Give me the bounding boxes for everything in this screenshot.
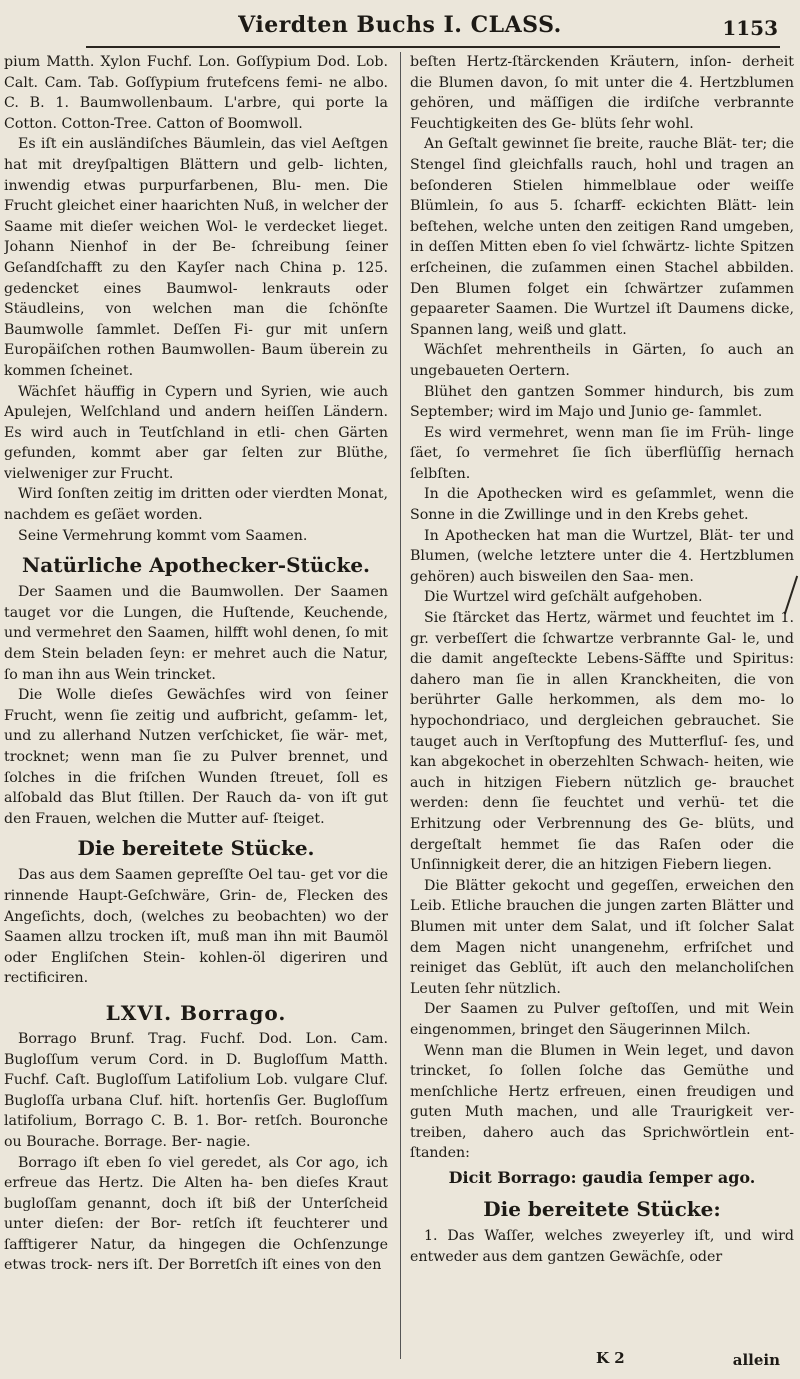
- paragraph: Es wird vermehret, wenn man ſie im Früh- linge ſäet, ſo vermehret ſie ſich überflüſſig hernach ſelbſten.: [410, 424, 794, 482]
- paragraph: pium Matth. Xylon Fuchf. Lon. Goſſypium Dod. Lob. Calt. Cam. Tab. Goſſypium frutefcens femi- ne albo. C. B. 1. Baumwollenbaum. L'arbre, qui porte la Cotton. Cotton-Tree. Catton of Boomwoll.: [4, 54, 388, 132]
- section-heading: Natürliche Apothecker-Stücke.: [21, 553, 371, 578]
- paragraph: Wenn man die Blumen in Wein leget, und davon trincket, ſo ſollen ſolche das Gemüthe und menſchliche Hertz erfreuen, einen freudigen und guten Muth machen, und alle Traurigkeit ver- treiben, dahero auch das Sprichwörtlein ent- ſtanden:: [410, 1042, 794, 1162]
- paragraph: Borrago iſt eben ſo viel geredet, als Cor ago, ich erfreue das Hertz. Die Alten ha- ben dieſes Kraut bugloſſam genannt, doch iſt biß der Unterſcheid unter dieſen: der Bor- retſch iſt feuchterer und ſafftigerer Natur, da hingegen die Ochſenzunge etwas trock- ners iſt. Der Borretſch iſt eines von den: [4, 1154, 388, 1274]
- page-number: 1153: [722, 16, 778, 40]
- page-header: [0, 6, 800, 52]
- section-heading: Die bereitete Stücke:: [483, 1197, 721, 1222]
- paragraph: Wird ſonſten zeitig im dritten oder vierdten Monat, nachdem es geſäet worden.: [4, 486, 388, 524]
- right-column: [410, 52, 794, 1369]
- chapter-heading: LXVI. Borrago.: [105, 1000, 287, 1025]
- paragraph: Borrago Brunf. Trag. Fuchf. Dod. Lon. Cam. Bugloſſum verum Cord. in D. Bugloſſum Matth. Fuchf. Caſt. Bugloſſum Latifolium Lob. vulgare Cluf. Bugloſſa urbana Cluf. hiſt. hortenſis Ger. Bugloſſum latifolium, Borrago C. B. 1. Bor- retſch. Bouronche ou Bourache. Borrage. Ber- nagie.: [4, 1030, 388, 1150]
- column-divider: [400, 52, 401, 1359]
- paragraph: Seine Vermehrung kommt vom Saamen.: [18, 527, 308, 544]
- header-rule: [86, 46, 780, 48]
- latin-motto: Dicit Borrago: gaudia ſemper ago.: [448, 1168, 756, 1188]
- paragraph: Das aus dem Saamen gepreſſte Oel tau- get vor die rinnende Haupt-Geſchwäre, Grin- de, Flecken des Angeſichts, doch, (welches zu beobachten) wo der Saamen allzu trocken iſt, muß man ihn mit Baumöl oder Engliſchen Stein- kohlen-öl digeriren und rectificiren.: [4, 867, 388, 987]
- paragraph: Wächſet mehrentheils in Gärten, ſo auch an ungebaueten Oertern.: [410, 342, 794, 379]
- paragraph: In Apothecken hat man die Wurtzel, Blät- ter und Blumen, (welche letztere unter die 4. Hertzblumen gehören) auch bisweilen den Saa- men.: [410, 527, 794, 585]
- paragraph: An Geſtalt gewinnet ſie breite, rauche Blät- ter; die Stengel ſind gleichfalls rauch, hohl und tragen an beſonderen Stielen himmelblaue oder weiſſe Blümlein, ſo aus 5. ſcharff- eckichten Blätt- lein beſtehen, welche unten den zeitigen Rand umgeben, in deſſen Mitten eben ſo viel ſchwärtz- lichte Spitzen erſcheinen, die zuſammen einen Stachel abbilden. Den Blumen folget ein ſchwärtzer zuſammen gepaareter Saamen. Die Wurtzel iſt Daumens dicke, Spannen lang, weiß und glatt.: [410, 136, 794, 338]
- paragraph: Sie ſtärcket das Hertz, wärmet und feuchtet im 1. gr. verbeſſert die ſchwartze verbrannte Gal- le, und die damit angeſteckte Lebens-Säffte und Spiritus: dahero man ſie in allen Kranckheiten, die von berührter Galle herkommen, als dem mo- lo hypochondriaco, und dergleichen gebrauchet. Sie tauget auch in Verſtopfung des Mutterfluſ- ſes, und kan abgekochet in oberzehlten Schwach- heiten, wie auch in hitzigen Fiebern nützlich ge- brauchet werden: denn ſie feuchtet und verhü- tet die Erhitzung oder Verbrennung des Ge- blüts, und dergeſtalt hemmet ſie das Raſen oder die Unſinnigkeit derer, die an hitzigen Fiebern liegen.: [410, 610, 794, 874]
- catchword: allein: [732, 1351, 780, 1369]
- paragraph: Der Saamen zu Pulver geſtoſſen, und mit Wein eingenommen, bringet den Säugerinnen Milch.: [410, 1001, 794, 1038]
- left-column: [4, 52, 388, 1369]
- paragraph: In die Apothecken wird es geſammlet, wenn die Sonne in die Zwillinge und in den Krebs gehet.: [410, 486, 794, 524]
- paragraph: Es iſt ein ausländiſches Bäumlein, das viel Aeſtgen hat mit dreyſpaltigen Blättern und gelb- lichten, inwendig etwas purpurfarbenen, Blu- men. Die Frucht gleichet einer haarichten Nuß, in welcher der Saame mit dieſer weichen Wol- le verdecket lieget. Johann Nienhof in der Be- ſchreibung ſeiner Geſandſchafft zu den Kayſer nach China p. 125. gedencket eines Baumwol- lenkrauts oder Stäudleins, von welchen man die ſchönſte Baumwolle ſammlet. Deſſen Fi- gur mit unſern Europäiſchen rothen Baumwollen- Baum überein zu kommen ſcheinet.: [4, 136, 388, 379]
- paragraph: 1. Das Waſſer, welches zweyerley iſt, und wird entweder aus dem gantzen Gewächſe, oder: [410, 1228, 794, 1265]
- paragraph: Die Wolle dieſes Gewächſes wird von ſeiner Frucht, wenn ſie zeitig und aufbricht, geſamm- let, und zu allerhand Nutzen verſchicket, ſie wär- met, trocknet; wenn man ſie zu Pulver brennet, und ſolches in die friſchen Wunden ſtreuet, ſoll es alſobald das Blut ſtillen. Der Rauch da- von iſt gut den Frauen, welchen die Mutter auf- ſteiget.: [4, 687, 388, 827]
- paragraph: Die Wurtzel wird geſchält aufgehoben.: [424, 589, 703, 606]
- paragraph: Der Saamen und die Baumwollen. Der Saamen tauget vor die Lungen, die Huſtende, Keuchende, und vermehret den Saamen, hilfft wohl denen, ſo mit dem Stein beladen ſeyn: er mehret auch die Natur, ſo man ihn aus Wein trincket.: [4, 584, 388, 683]
- paragraph: Wächſet häuffig in Cypern und Syrien, wie auch Apulejen, Welſchland und andern heiſſen Ländern. Es wird auch in Teutſchland in etli- chen Gärten gefunden, kommt aber gar ſelten zur Blüthe, vielweniger zur Frucht.: [4, 383, 388, 482]
- paragraph: Blühet den gantzen Sommer hindurch, bis zum September; wird im Majo und Junio ge- ſammlet.: [410, 383, 794, 421]
- running-head: Vierdten Buchs I. CLASS.: [238, 12, 562, 38]
- printer-signature: K 2: [596, 1349, 625, 1367]
- paragraph: Die Blätter gekocht und gegeſſen, erweichen den Leib. Etliche brauchen die jungen zarten Blätter und Blumen mit unter dem Salat, und iſt ſolcher Salat dem Magen nicht unangenehm, erfriſchet und reiniget das Geblüt, iſt auch den melancholiſchen Leuten ſehr nützlich.: [410, 877, 794, 997]
- paragraph: beſten Hertz-ſtärckenden Kräutern, inſon- derheit die Blumen davon, ſo mit unter die 4. Hertzblumen gehören, und mäſſigen die irdiſche verbrannte Feuchtigkeiten des Ge- blüts ſehr wohl.: [410, 54, 794, 132]
- section-heading: Die bereitete Stücke.: [77, 836, 315, 861]
